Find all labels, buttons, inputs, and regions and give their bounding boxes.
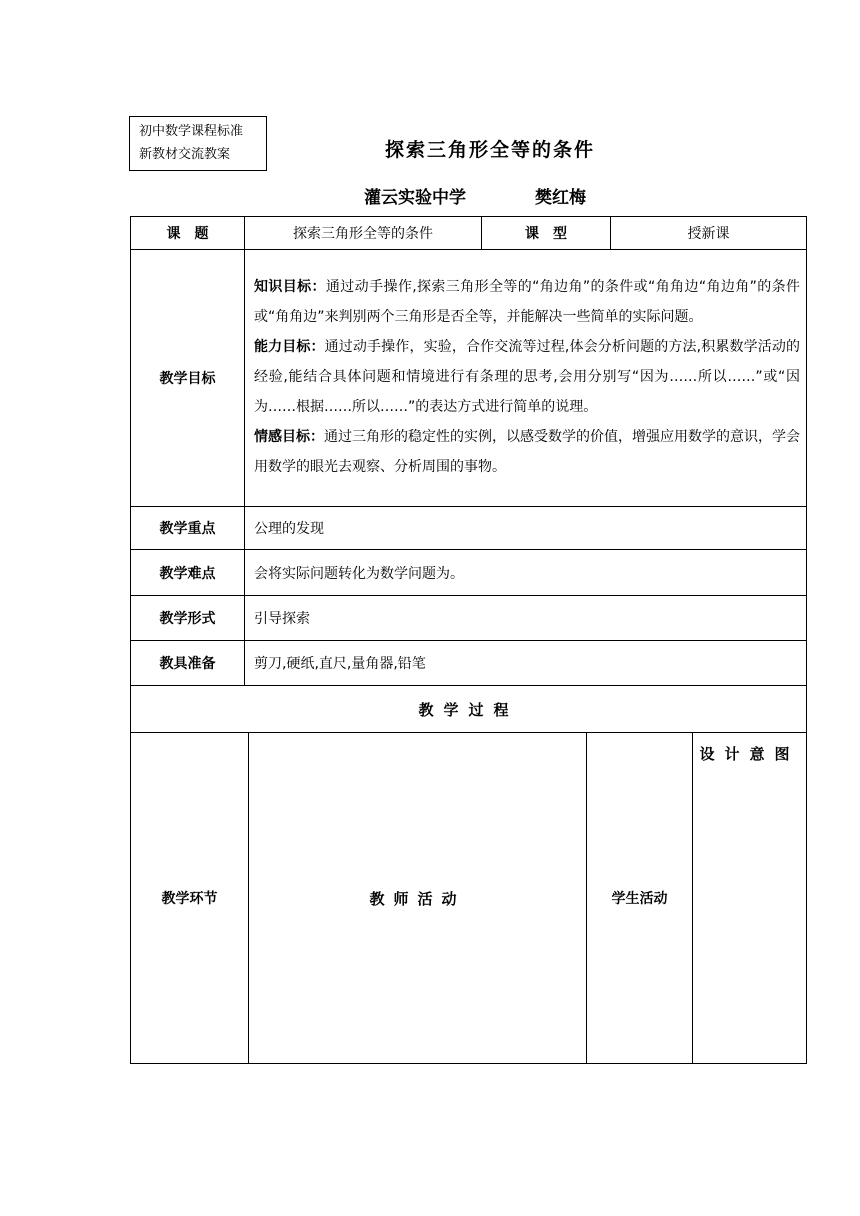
form-label: 教学形式	[131, 596, 245, 641]
student-activity-header: 学生活动	[587, 733, 693, 1064]
lesson-plan-table	[130, 216, 807, 1064]
goals-label: 教学目标	[131, 250, 245, 507]
ability-goal-head: 能力目标：	[254, 339, 325, 355]
topic-label: 课 题	[131, 217, 245, 250]
school-name: 灌云实验中学	[364, 188, 466, 208]
category-line-2: 新教材交流教案	[139, 147, 231, 162]
form-value: 引导探索	[245, 596, 807, 641]
knowledge-goal-head: 知识目标：	[254, 279, 326, 295]
emotion-goal-text: 通过三角形的稳定性的实例，以感受数学的价值，增强应用数学的意识，学会用数学的眼光去观察、分析周围的事物。	[254, 429, 800, 475]
process-title: 教学过程	[131, 686, 807, 733]
process-title-row	[131, 686, 807, 733]
key-point-label: 教学重点	[131, 507, 245, 550]
difficulty-label: 教学难点	[131, 550, 245, 596]
tools-row	[131, 641, 807, 686]
topic-value: 探索三角形全等的条件	[245, 217, 482, 250]
category-line-1: 初中数学课程标准	[139, 124, 244, 139]
knowledge-goal	[254, 272, 800, 332]
emotion-goal-head: 情感目标：	[254, 429, 324, 445]
type-value: 授新课	[611, 217, 807, 250]
ability-goal-text: 通过动手操作，实验，合作交流等过程,体会分析问题的方法,积累数学活动的经验,能结合具体问题和情境进行有条理的思考,会用分别写“因为……所以……”或“因为……根据……所以……”的表达方式进行简单的说理。	[254, 339, 800, 415]
stage-column-header: 教学环节	[131, 733, 249, 1064]
design-intent-header: 设计意图	[693, 733, 807, 1064]
category-box	[129, 116, 267, 171]
tools-label: 教具准备	[131, 641, 245, 686]
key-point-row	[131, 507, 807, 550]
emotion-goal	[254, 422, 800, 482]
key-point-value: 公理的发现	[245, 507, 807, 550]
difficulty-row	[131, 550, 807, 596]
goals-row	[131, 250, 807, 507]
knowledge-goal-text: 通过动手操作,探索三角形全等的“角边角”的条件或“角角边“角边角”的条件或“角角边”来判别两个三角形是否全等，并能解决一些简单的实际问题。	[254, 279, 801, 325]
goals-content	[245, 250, 807, 507]
form-row	[131, 596, 807, 641]
ability-goal	[254, 332, 800, 422]
tools-value: 剪刀,硬纸,直尺,量角器,铅笔	[245, 641, 807, 686]
lesson-title: 探索三角形全等的条件	[385, 139, 596, 161]
author-name: 樊红梅	[535, 188, 586, 208]
teacher-activity-header: 教师活动	[249, 733, 587, 1064]
process-header-row	[131, 733, 807, 1064]
topic-row	[131, 217, 807, 250]
difficulty-value: 会将实际问题转化为数学问题为。	[245, 550, 807, 596]
type-label: 课 型	[482, 217, 611, 250]
